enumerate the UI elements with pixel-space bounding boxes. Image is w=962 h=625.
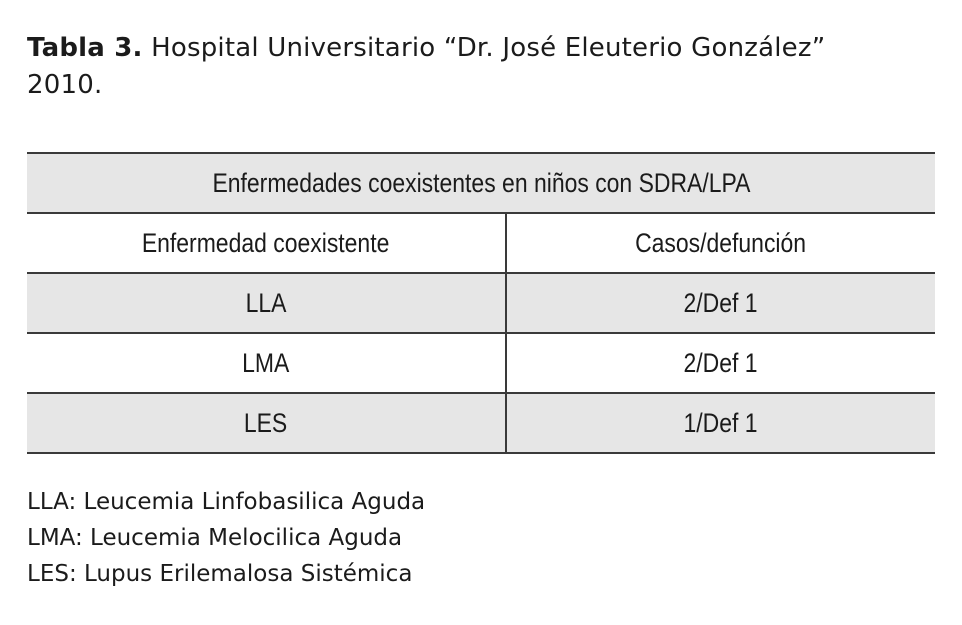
table-header [27,153,935,213]
abbreviation-notes [27,484,425,592]
table-header-text: Enfermedades coexistentes en niños con SDRA/LPA [212,167,750,198]
table-header-row [27,153,935,213]
column-header-cases: Casos/defunción [506,213,935,273]
coexisting-diseases-table [27,152,935,454]
table-row [27,273,935,333]
table-caption [27,30,937,104]
cases-cell: 2/Def 1 [506,333,935,393]
caption-title: Hospital Universitario “Dr. José Eleuterio González” [151,33,826,63]
disease-cell: LMA [27,333,506,393]
table-row [27,393,935,453]
caption-year: 2010. [27,70,103,100]
column-header-disease: Enfermedad coexistente [27,213,506,273]
table-row [27,333,935,393]
note-les: LES: Lupus Erilemalosa Sistémica [27,561,413,587]
disease-cell: LLA [27,273,506,333]
column-headers-row [27,213,935,273]
caption-label: Tabla 3. [27,33,143,63]
note-lla: LLA: Leucemia Linfobasilica Aguda [27,489,426,515]
note-lma: LMA: Leucemia Melocilica Aguda [27,525,403,551]
cases-cell: 1/Def 1 [506,393,935,453]
cases-cell: 2/Def 1 [506,273,935,333]
disease-cell: LES [27,393,506,453]
